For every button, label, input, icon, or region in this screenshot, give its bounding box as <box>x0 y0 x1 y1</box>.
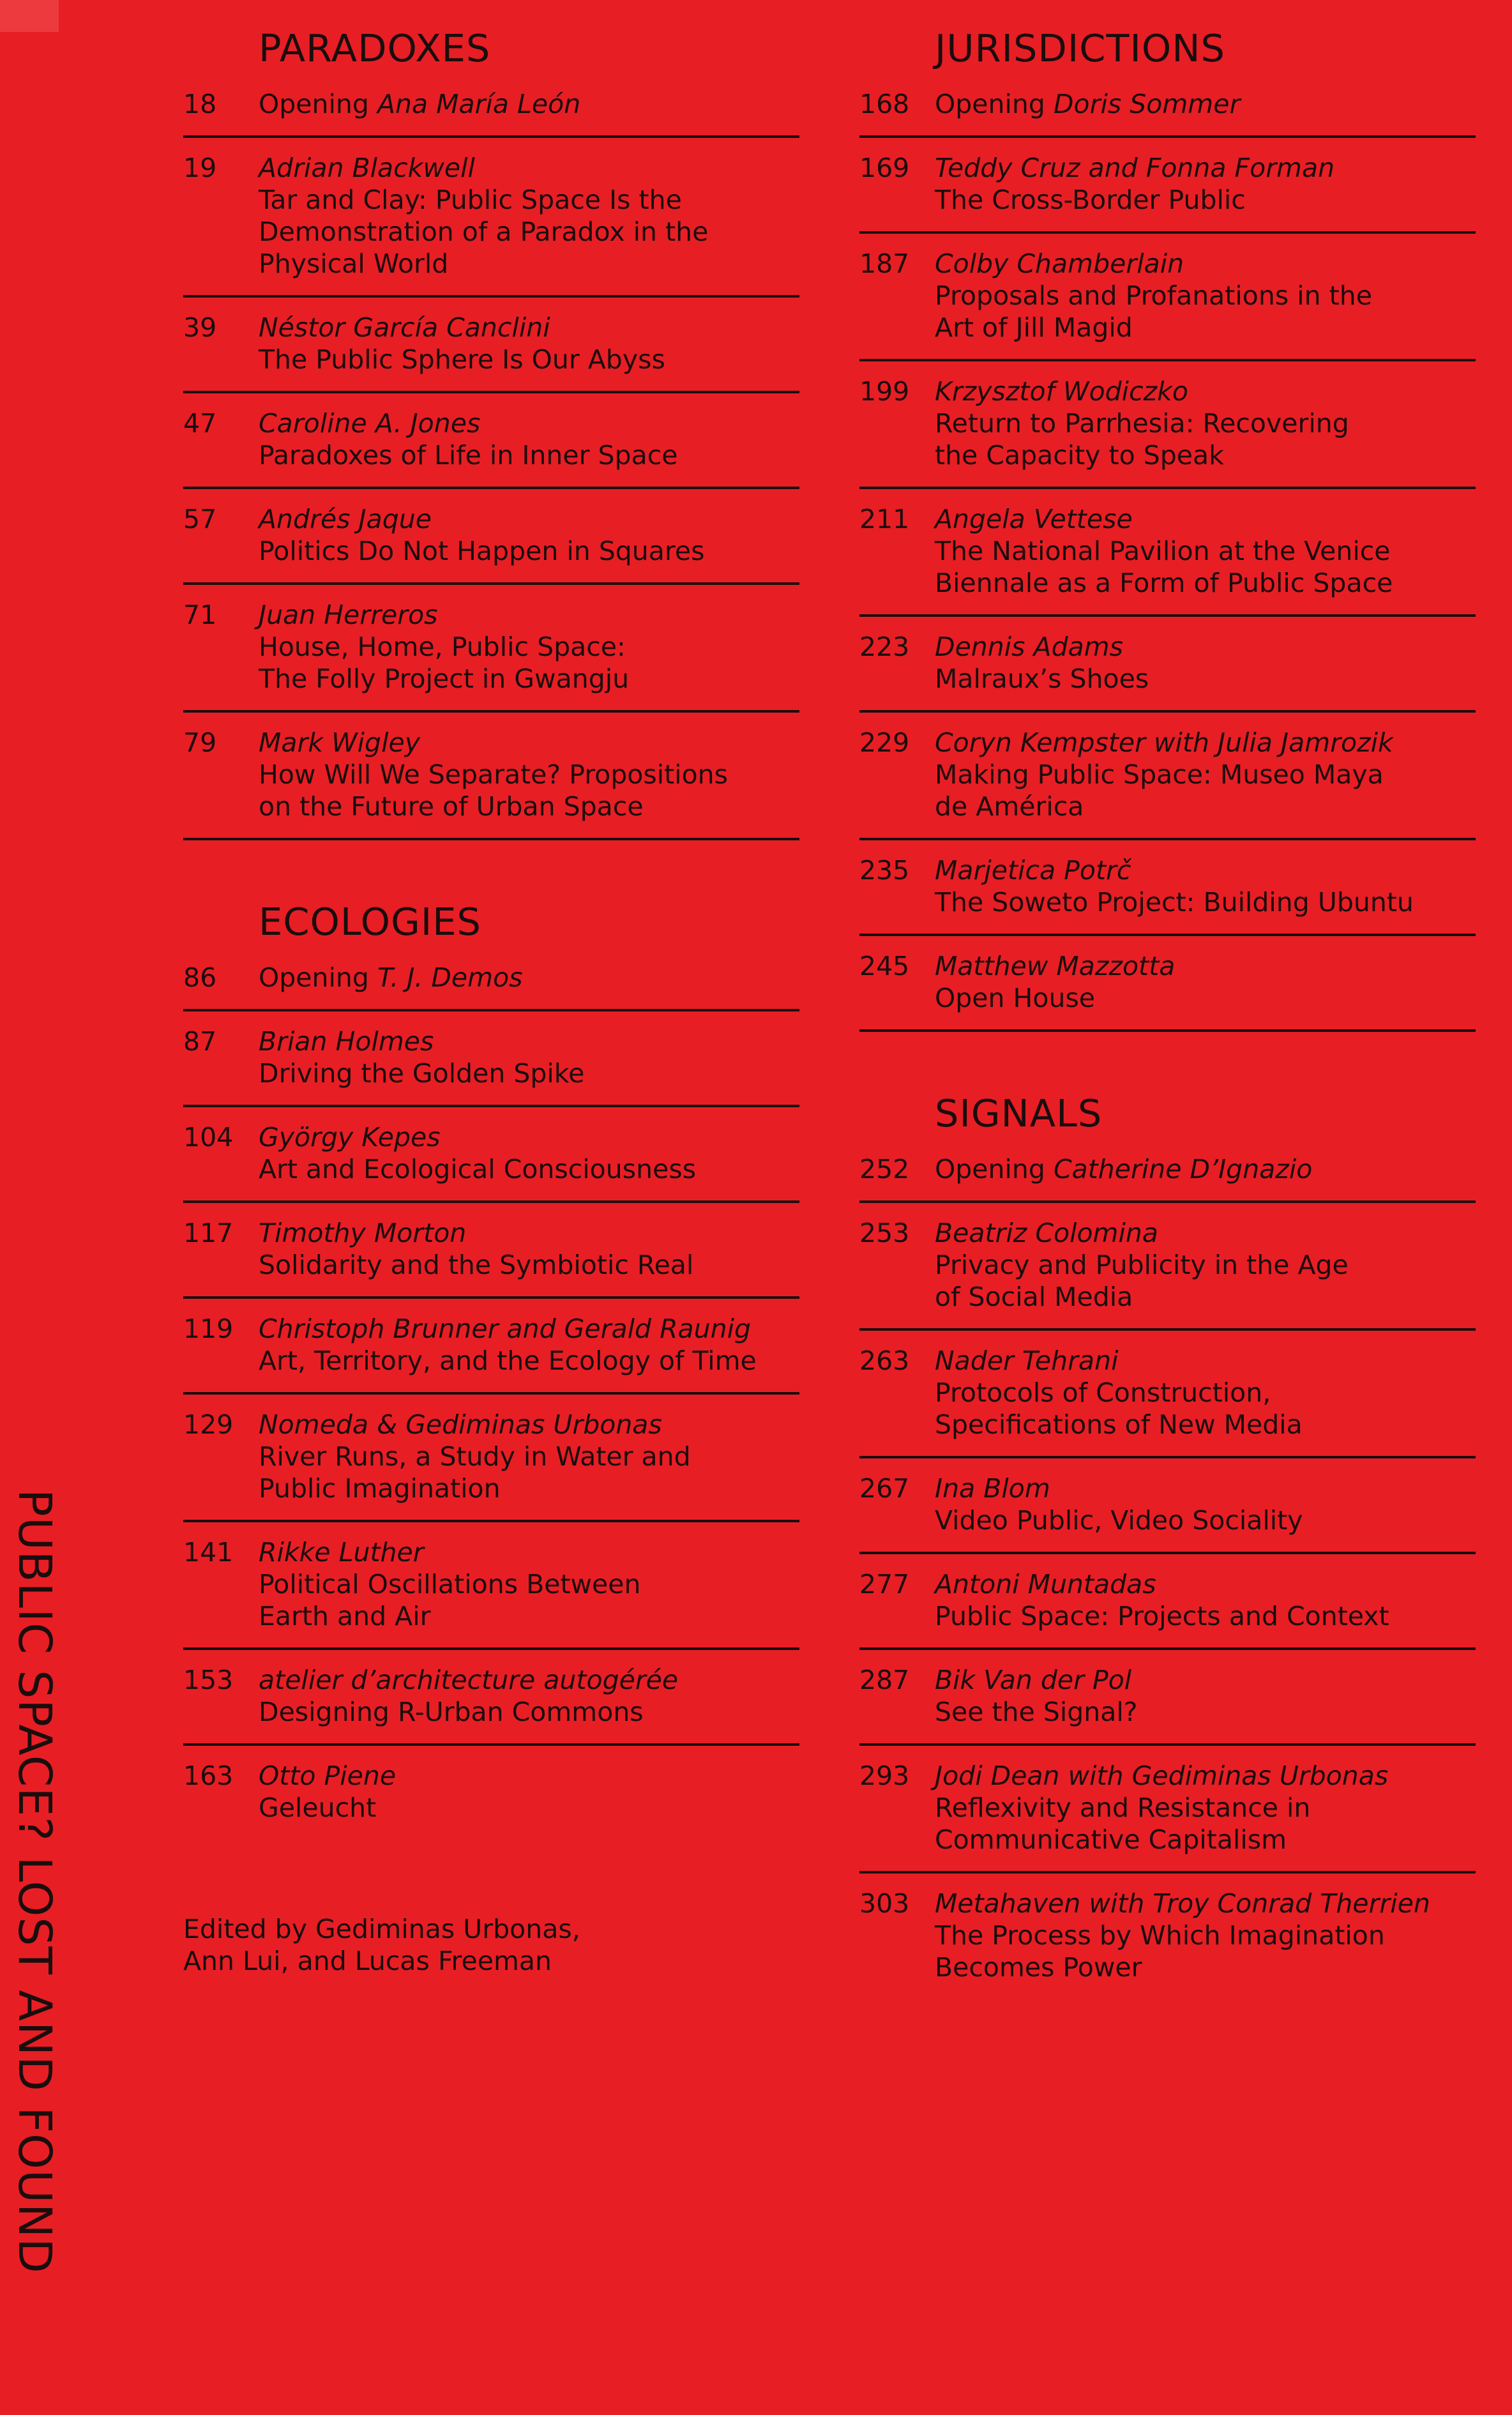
entry-text <box>259 1026 799 1089</box>
opening-label: Opening <box>259 89 377 119</box>
entry-author: Colby Chamberlain <box>935 248 1184 279</box>
entry-text <box>259 1664 799 1728</box>
page-number: 19 <box>183 153 217 183</box>
toc-entry <box>183 599 799 713</box>
entry-author-line <box>935 1153 1476 1185</box>
entry-author: Néstor García Canclini <box>259 312 550 343</box>
toc-entry <box>859 1568 1476 1650</box>
opening-label: Opening <box>935 89 1054 119</box>
editors-credit <box>183 1913 580 1977</box>
page-number: 287 <box>859 1665 910 1695</box>
entry-author: Catherine D’Ignazio <box>1053 1154 1313 1185</box>
toc-entry <box>859 1217 1476 1331</box>
toc-entry <box>183 1760 799 1839</box>
section-heading: PARADOXES <box>259 26 491 70</box>
entry-text <box>935 88 1476 120</box>
entry-author-line <box>935 1888 1476 1919</box>
toc-entry <box>183 962 799 1011</box>
toc-entry <box>859 854 1476 936</box>
entry-title: Art and Ecological Consciousness <box>259 1154 697 1185</box>
page-number: 71 <box>183 600 217 630</box>
toc-entry <box>183 1313 799 1395</box>
toc-entry <box>183 1536 799 1650</box>
entry-text <box>259 1121 799 1185</box>
spine-title: PUBLIC SPACE? LOST AND FOUND <box>8 1489 61 2274</box>
page-number: 303 <box>859 1888 910 1919</box>
section-heading: SIGNALS <box>935 1091 1103 1135</box>
entry-author: Teddy Cruz and Fonna Forman <box>935 153 1335 183</box>
entry-title: Malraux’s Shoes <box>935 663 1149 694</box>
entry-title: Politics Do Not Happen in Squares <box>259 536 705 566</box>
entry-author: Nader Tehrani <box>935 1345 1119 1376</box>
page-number: 168 <box>859 89 910 119</box>
entry-author-line <box>259 1409 799 1441</box>
contents-column-left <box>183 26 799 1853</box>
page-number: 245 <box>859 951 910 981</box>
entry-title: Public Space: Projects and Context <box>935 1601 1389 1631</box>
page-number: 235 <box>859 855 910 886</box>
entry-title: Art, Territory, and the Ecology of Time <box>259 1345 757 1376</box>
editors-credit-text: Edited by Gediminas Urbonas, Ann Lui, and Lucas Freeman <box>183 1914 580 1976</box>
entry-title: How Will We Separate? Propositions on the Future of Urban Space <box>259 759 728 822</box>
entry-title: Protocols of Construction, Specifications of New Media <box>935 1377 1303 1440</box>
entry-text <box>259 1217 799 1281</box>
entry-text <box>935 854 1476 918</box>
entry-author-line <box>259 1121 799 1153</box>
page-number: 277 <box>859 1569 910 1600</box>
toc-entry <box>183 407 799 489</box>
entry-author-line <box>935 1472 1476 1504</box>
entry-author: Rikke Luther <box>259 1537 424 1568</box>
page-number: 163 <box>183 1760 234 1791</box>
entry-author-line <box>935 248 1476 280</box>
entry-title: House, Home, Public Space: The Folly Project in Gwangju <box>259 632 630 694</box>
toc-entry <box>859 950 1476 1032</box>
entry-author-line <box>259 503 799 535</box>
entry-text <box>259 1313 799 1377</box>
entry-author: Juan Herreros <box>259 600 438 630</box>
entry-author: Angela Vettese <box>935 504 1133 534</box>
entry-author: Coryn Kempster with Julia Jamrozik <box>935 727 1393 758</box>
entry-text <box>935 1568 1476 1632</box>
entry-author-line <box>935 631 1476 663</box>
entry-author-line <box>935 88 1476 120</box>
entry-author: Andrés Jaque <box>259 504 432 534</box>
entry-text <box>259 407 799 471</box>
entry-title: The Public Sphere Is Our Abyss <box>259 344 665 375</box>
entry-author: Beatriz Colomina <box>935 1218 1158 1248</box>
entry-text <box>935 727 1476 822</box>
toc-entry <box>183 1409 799 1522</box>
entry-title: The National Pavilion at the Venice Biennale as a Form of Public Space <box>935 536 1393 598</box>
entry-author: Doris Sommer <box>1053 89 1241 119</box>
page-number: 211 <box>859 504 910 534</box>
entry-text <box>935 1217 1476 1313</box>
entry-text <box>935 248 1476 344</box>
entry-title: Solidarity and the Symbiotic Real <box>259 1250 694 1280</box>
entry-author-line <box>935 1217 1476 1249</box>
entry-author-line <box>259 1313 799 1345</box>
entry-author: Christoph Brunner and Gerald Raunig <box>259 1313 752 1344</box>
entry-author-line <box>935 1568 1476 1600</box>
entry-text <box>259 152 799 280</box>
toc-entry <box>859 727 1476 840</box>
page-number: 252 <box>859 1154 910 1185</box>
toc-entry <box>183 152 799 298</box>
entry-author: Timothy Morton <box>259 1218 467 1248</box>
entry-author-line <box>935 1760 1476 1792</box>
entry-author-line <box>935 375 1476 407</box>
page-number: 253 <box>859 1218 910 1248</box>
toc-entry <box>859 248 1476 361</box>
entry-text <box>935 1664 1476 1728</box>
page-number: 39 <box>183 312 217 343</box>
toc-entry <box>183 727 799 840</box>
entry-author-line <box>259 407 799 439</box>
entry-text <box>935 950 1476 1014</box>
entry-title: Political Oscillations Between Earth and Air <box>259 1569 641 1631</box>
entry-author: György Kepes <box>259 1122 441 1153</box>
entry-author: Dennis Adams <box>935 632 1124 662</box>
page-number: 263 <box>859 1345 910 1376</box>
entry-author: Nomeda & Gediminas Urbonas <box>259 1409 662 1440</box>
entry-title: Making Public Space: Museo Maya de América <box>935 759 1384 822</box>
section-heading: ECOLOGIES <box>259 900 481 944</box>
entry-author: Marjetica Potrč <box>935 855 1131 886</box>
entry-title: Return to Parrhesia: Recovering the Capacity to Speak <box>935 408 1349 471</box>
entry-author-line <box>935 854 1476 886</box>
entry-title: River Runs, a Study in Water and Public Imagination <box>259 1441 691 1504</box>
toc-entry <box>859 1664 1476 1746</box>
entry-text <box>259 312 799 375</box>
page-number: 293 <box>859 1760 910 1791</box>
entry-text <box>935 631 1476 695</box>
page-number: 86 <box>183 962 217 993</box>
section-spacer <box>859 1046 1476 1091</box>
toc-entry <box>859 1153 1476 1203</box>
entry-text <box>935 503 1476 599</box>
entry-author-line <box>259 152 799 184</box>
entry-author-line <box>935 1664 1476 1696</box>
entry-author-line <box>935 1345 1476 1377</box>
opening-label: Opening <box>935 1154 1054 1185</box>
entry-text <box>259 727 799 822</box>
toc-entry <box>859 1888 1476 1999</box>
toc-entry <box>859 631 1476 713</box>
entry-author-line <box>259 1664 799 1696</box>
corner-mark <box>0 0 59 32</box>
entry-text <box>935 1153 1476 1185</box>
entry-author: atelier d’architecture autogérée <box>259 1665 679 1695</box>
entry-text <box>935 1888 1476 1983</box>
entry-author: Adrian Blackwell <box>259 153 475 183</box>
page-number: 153 <box>183 1665 234 1695</box>
entry-title: The Soweto Project: Building Ubuntu <box>935 887 1414 918</box>
entry-author: Bik Van der Pol <box>935 1665 1132 1695</box>
toc-entry <box>859 152 1476 234</box>
entry-title: Paradoxes of Life in Inner Space <box>259 440 678 471</box>
entry-author-line <box>259 1026 799 1057</box>
entry-author-line <box>259 599 799 631</box>
entry-title: See the Signal? <box>935 1697 1138 1727</box>
entry-author-line <box>259 962 799 994</box>
entry-text <box>935 375 1476 471</box>
page-number: 117 <box>183 1218 234 1248</box>
entry-title: The Process by Which Imagination Becomes Power <box>935 1920 1385 1983</box>
page-number: 267 <box>859 1473 910 1504</box>
toc-entry <box>859 88 1476 138</box>
entry-author: Ana María León <box>377 89 581 119</box>
page-number: 18 <box>183 89 217 119</box>
entry-text <box>935 1472 1476 1536</box>
entry-author-line <box>935 503 1476 535</box>
entry-text <box>259 962 799 994</box>
page-number: 141 <box>183 1537 234 1568</box>
entry-author-line <box>259 1217 799 1249</box>
entry-title: Proposals and Profanations in the Art of Jill Magid <box>935 280 1372 343</box>
page-number: 199 <box>859 376 910 407</box>
page-number: 129 <box>183 1409 234 1440</box>
entry-title: Designing R-Urban Commons <box>259 1697 644 1727</box>
page-number: 229 <box>859 727 910 758</box>
entry-author: Ina Blom <box>935 1473 1050 1504</box>
entry-author: Caroline A. Jones <box>259 408 481 439</box>
page-number: 79 <box>183 727 217 758</box>
entry-title: Geleucht <box>259 1792 377 1823</box>
entry-text <box>935 1345 1476 1441</box>
entry-text <box>935 1760 1476 1856</box>
contents-column-right <box>859 26 1476 2013</box>
entry-title: Privacy and Publicity in the Age of Social Media <box>935 1250 1349 1312</box>
toc-entry <box>183 1664 799 1746</box>
entry-author: Brian Holmes <box>259 1026 434 1057</box>
toc-entry <box>183 503 799 585</box>
entry-author: Otto Piene <box>259 1760 397 1791</box>
entry-author: Antoni Muntadas <box>935 1569 1156 1600</box>
entry-author-line <box>259 88 799 120</box>
toc-entry <box>859 1760 1476 1874</box>
entry-author: Matthew Mazzotta <box>935 951 1176 981</box>
toc-entry <box>183 88 799 138</box>
entry-text <box>259 599 799 695</box>
page-number: 187 <box>859 248 910 279</box>
toc-entry <box>183 1026 799 1107</box>
entry-title: Video Public, Video Sociality <box>935 1505 1303 1536</box>
entry-author-line <box>259 312 799 344</box>
entry-text <box>935 152 1476 216</box>
entry-author: Jodi Dean with Gediminas Urbonas <box>935 1760 1389 1791</box>
entry-text <box>259 1536 799 1632</box>
toc-entry <box>183 1217 799 1299</box>
toc-entry <box>183 1121 799 1203</box>
entry-author-line <box>259 727 799 759</box>
entry-author: T. J. Demos <box>377 962 523 993</box>
entry-author: Metahaven with Troy Conrad Therrien <box>935 1888 1430 1919</box>
page-number: 169 <box>859 153 910 183</box>
opening-label: Opening <box>259 962 377 993</box>
entry-title: The Cross-Border Public <box>935 185 1246 215</box>
entry-author-line <box>935 727 1476 759</box>
toc-entry <box>183 312 799 393</box>
entry-author-line <box>259 1760 799 1792</box>
entry-text <box>259 88 799 120</box>
section-spacer <box>183 854 799 899</box>
entry-author-line <box>259 1536 799 1568</box>
entry-title: Open House <box>935 983 1096 1013</box>
entry-title: Driving the Golden Spike <box>259 1058 585 1089</box>
entry-author-line <box>935 950 1476 982</box>
toc-entry <box>859 1345 1476 1458</box>
entry-author: Krzysztof Wodiczko <box>935 376 1188 407</box>
page-number: 57 <box>183 504 217 534</box>
entry-title: Tar and Clay: Public Space Is the Demonstration of a Paradox in the Physical World <box>259 185 709 279</box>
entry-text <box>259 1409 799 1504</box>
entry-text <box>259 503 799 567</box>
section-heading: JURISDICTIONS <box>935 26 1225 70</box>
entry-title: Reflexivity and Resistance in Communicative Capitalism <box>935 1792 1311 1855</box>
toc-entry <box>859 1472 1476 1554</box>
toc-entry <box>859 503 1476 617</box>
entry-author: Mark Wigley <box>259 727 420 758</box>
toc-entry <box>859 375 1476 489</box>
page-number: 119 <box>183 1313 234 1344</box>
page-number: 87 <box>183 1026 217 1057</box>
page-number: 104 <box>183 1122 234 1153</box>
entry-text <box>259 1760 799 1824</box>
page-number: 47 <box>183 408 217 439</box>
entry-author-line <box>935 152 1476 184</box>
page-number: 223 <box>859 632 910 662</box>
